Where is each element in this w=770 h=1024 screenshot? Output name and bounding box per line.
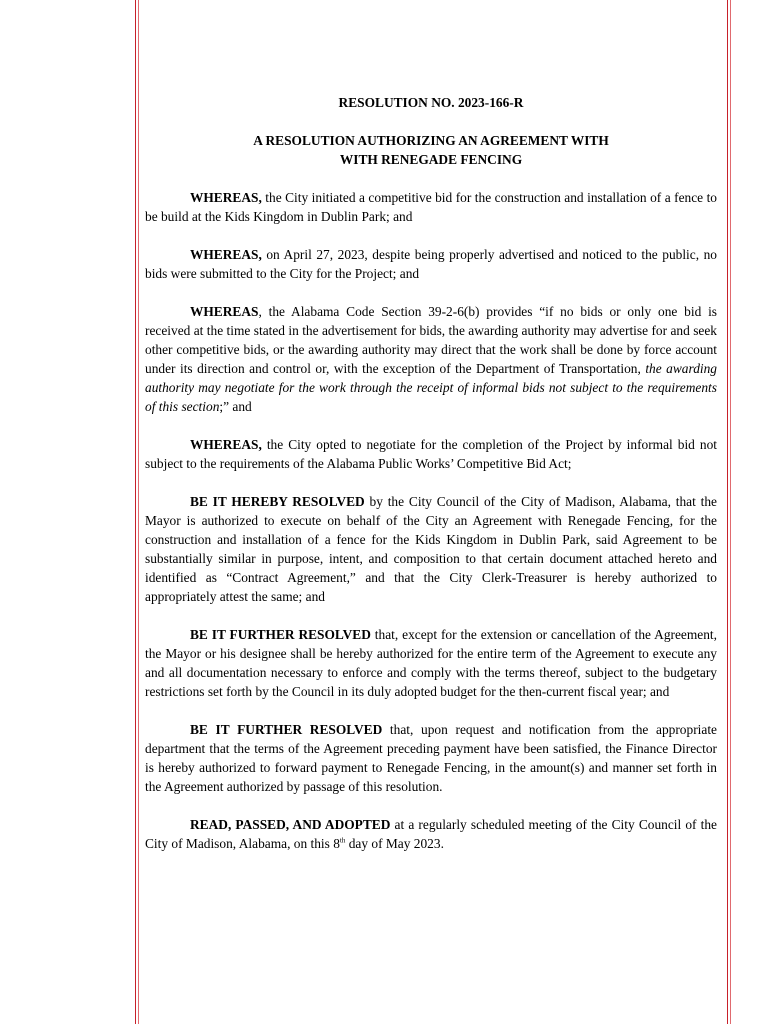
ordinal-suffix: th [339,836,346,845]
paragraph-text: by the City Council of the City of Madison, Alabama, that the Mayor is authorized to execute on behalf of the City an Agreement with Renegade Fencing, for the construction and installation of a fence for the Kids Kingdom in Dublin Park, said Agreement to be substantially similar in purpose, intent, and composition to that certain document attached hereto and identified as “Contract Agreement,” and that the City Clerk-Treasurer is hereby authorized to appropriately attest the same; and [145,494,717,604]
paragraph-whereas-2 [145,245,717,283]
paragraph-text: the City initiated a competitive bid for the construction and installation of a fence to be build at the Kids Kingdom in Dublin Park; and [145,190,717,224]
document-page [145,93,717,872]
paragraph-lead: READ, PASSED, AND ADOPTED [190,817,391,832]
resolution-title [145,131,717,169]
paragraph-whereas-4 [145,435,717,473]
paragraph-text: on April 27, 2023, despite being properly advertised and noticed to the public, no bids were submitted to the City for the Project; and [145,247,717,281]
paragraph-tail: ;” and [219,399,252,414]
paragraph-text: the City opted to negotiate for the completion of the Project by informal bid not subject to the requirements of the Alabama Public Works’ Competitive Bid Act; [145,437,717,471]
paragraph-adopted [145,815,717,853]
title-line-1: A RESOLUTION AUTHORIZING AN AGREEMENT WITH [253,133,609,148]
paragraph-quote-italic: the awarding authority may negotiate for the work through the receipt of informal bids not subject to the requirements of this section [145,361,717,414]
paragraph-resolved-3 [145,720,717,796]
paragraph-lead: WHEREAS, [190,190,262,205]
paragraph-resolved-1 [145,492,717,606]
paragraph-text: that, upon request and notification from the appropriate department that the terms of the Agreement preceding payment have been satisfied, the Finance Director is hereby authorized to forward payment to Renegade Fencing, in the amount(s) and manner set forth in the Agreement authorized by passage of this resolution. [145,722,717,794]
paragraph-tail: day of May 2023. [345,836,444,851]
paragraph-resolved-2 [145,625,717,701]
paragraph-text: that, except for the extension or cancellation of the Agreement, the Mayor or his designee shall be hereby authorized for the entire term of the Agreement to execute any and all documentation necessary to enforce and comply with the terms thereof, subject to the budgetary restrictions set forth by the Council in its duly adopted budget for the then-current fiscal year; and [145,627,717,699]
paragraph-lead: WHEREAS, [190,247,262,262]
paragraph-lead: WHEREAS [190,304,259,319]
left-margin-line [135,0,136,1024]
resolution-number: RESOLUTION NO. 2023-166-R [338,95,524,110]
paragraph-lead: BE IT HEREBY RESOLVED [190,494,365,509]
paragraph-text: , the Alabama Code Section 39-2-6(b) provides “if no bids or only one bid is received at the time stated in the advertisement for bids, the awarding authority may advertise for and seek other competitive bids, or the awarding authority may direct that the work shall be done by force account under its direction and control or, with the exception of the Department of Transportation, [145,304,717,376]
paragraph-lead: BE IT FURTHER RESOLVED [190,627,371,642]
paragraph-lead: BE IT FURTHER RESOLVED [190,722,383,737]
right-margin-line-outer [730,0,731,1024]
right-margin-line [727,0,728,1024]
paragraph-whereas-3 [145,302,717,416]
left-margin-line-outer [138,0,139,1024]
title-line-2: WITH RENEGADE FENCING [339,152,523,167]
paragraph-lead: WHEREAS, [190,437,262,452]
paragraph-whereas-1 [145,188,717,226]
paragraph-text: at a regularly scheduled meeting of the City Council of the City of Madison, Alabama, on this 8 [145,817,717,851]
